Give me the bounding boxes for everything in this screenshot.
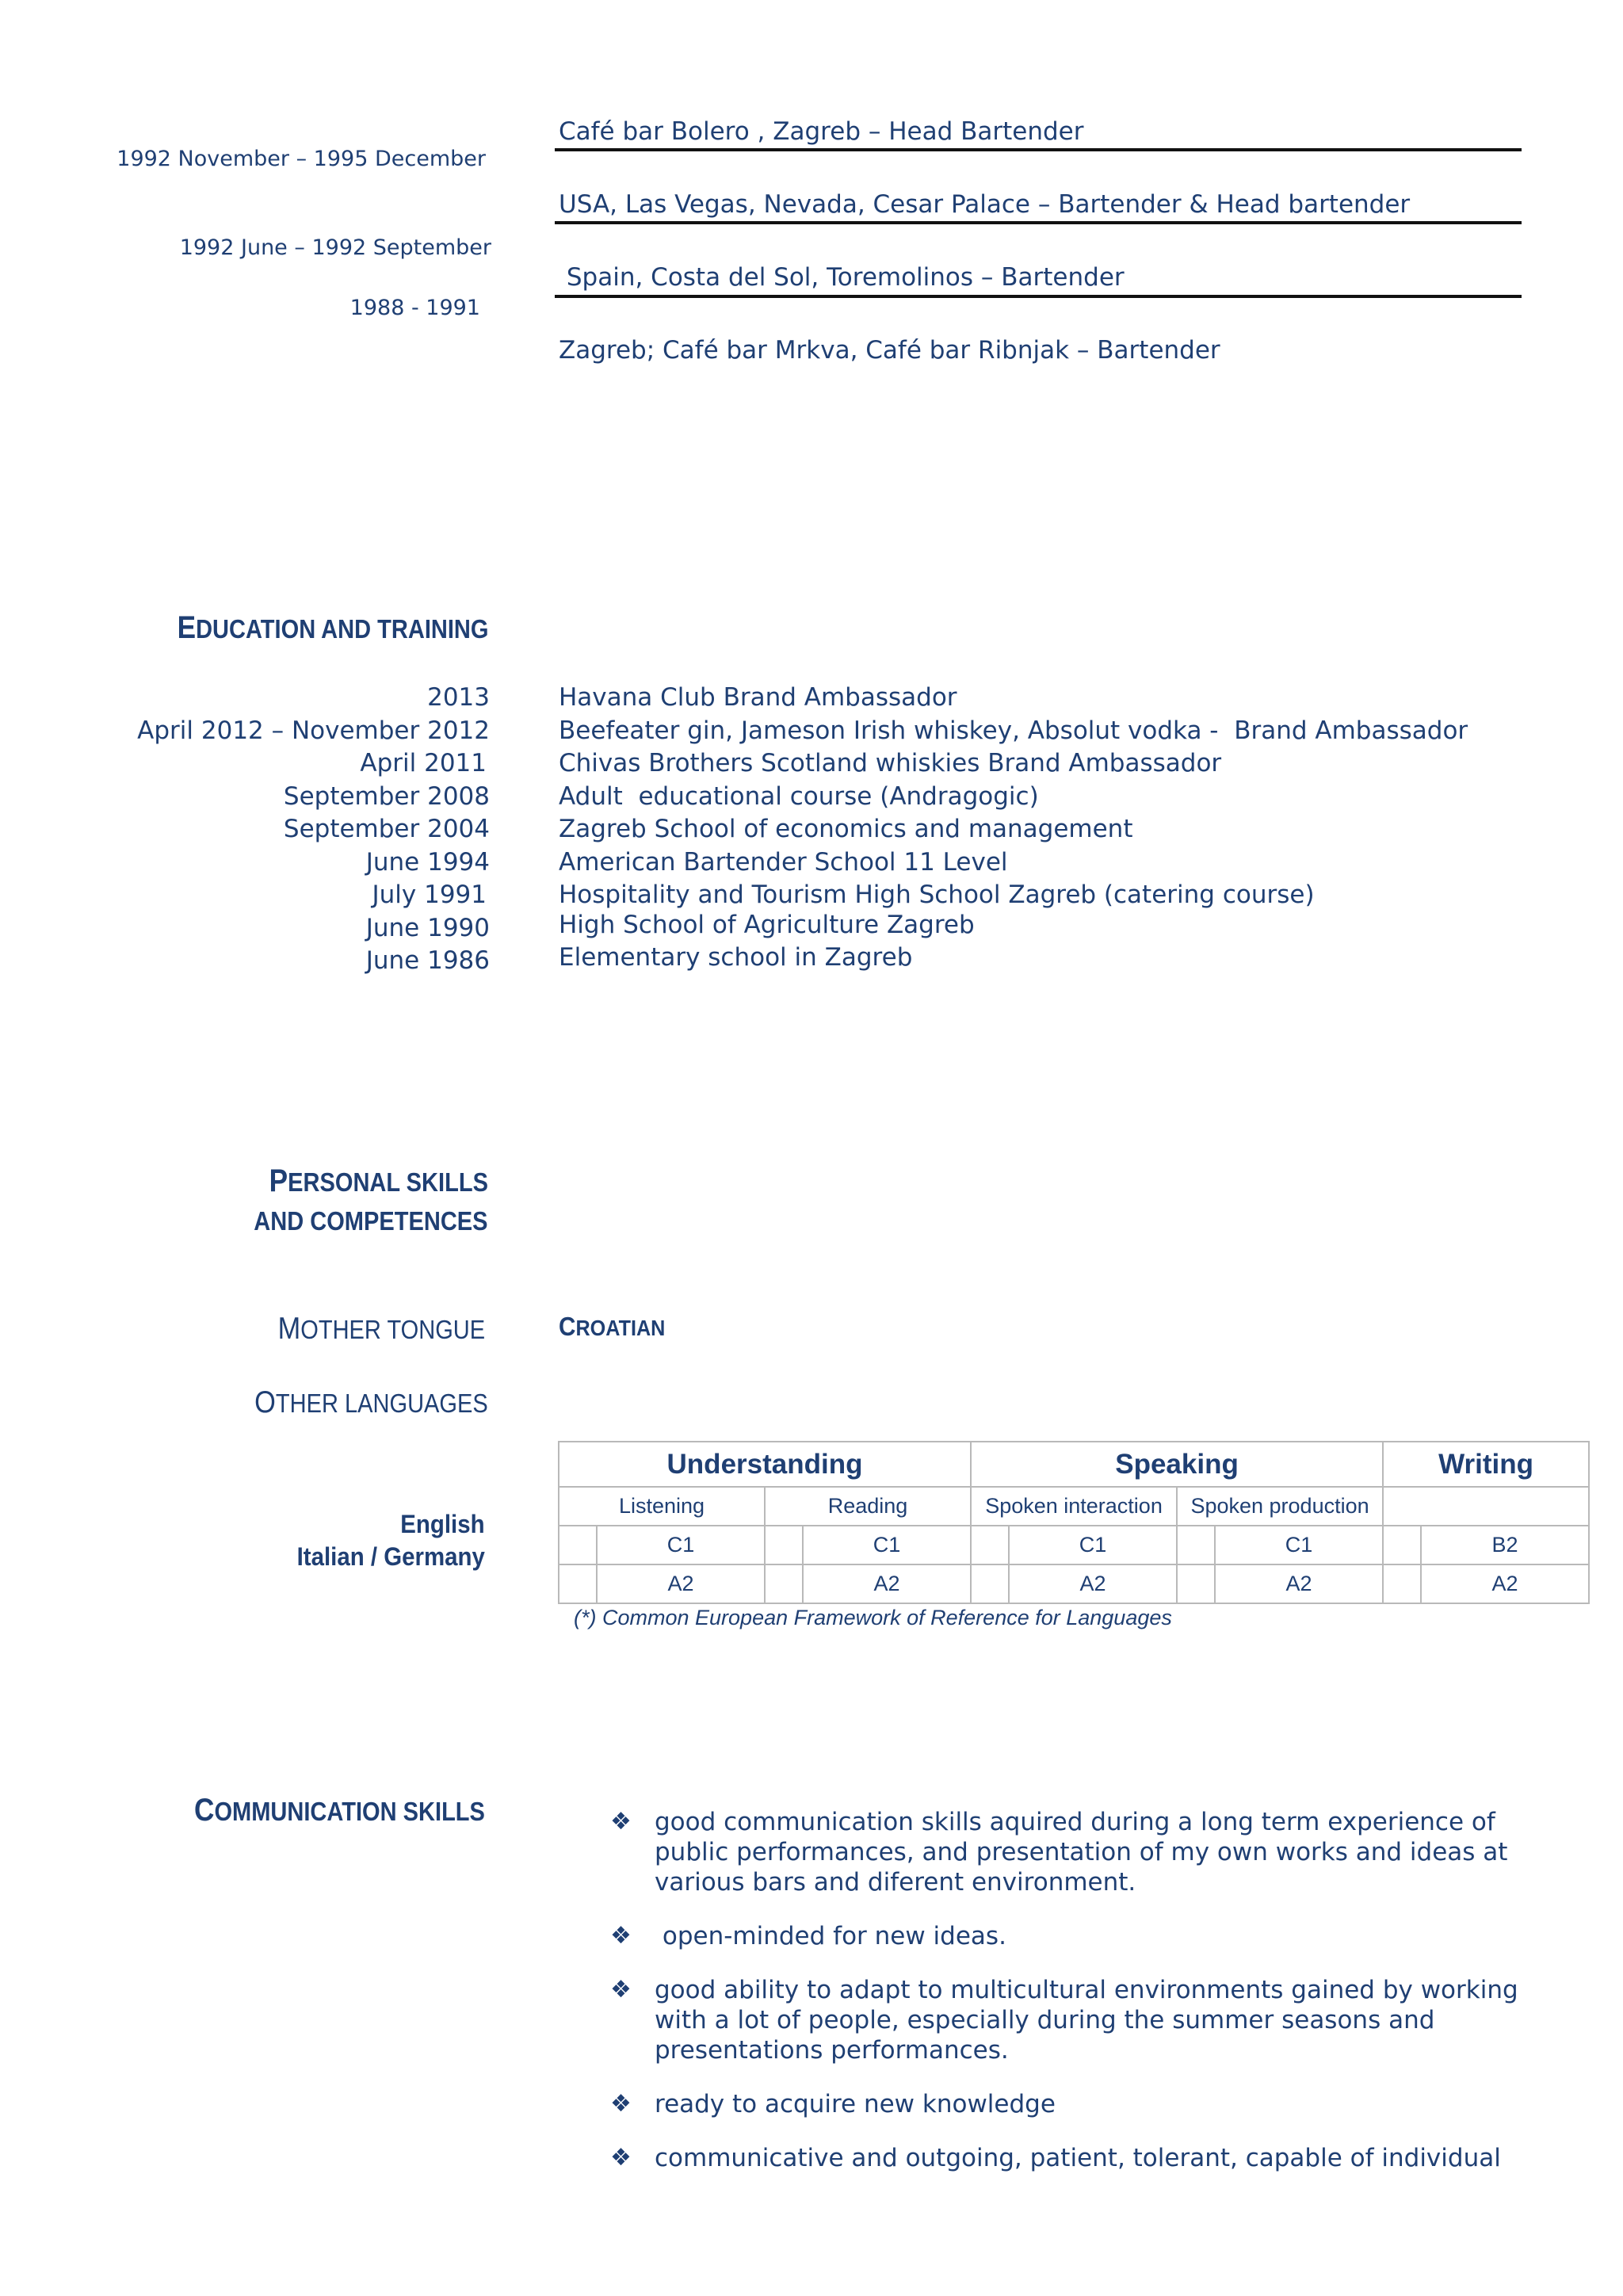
- diamond-bullet-icon: ❖: [610, 2090, 632, 2118]
- subheader-writing: [1383, 1487, 1589, 1526]
- level-code-cell: [1383, 1526, 1421, 1564]
- table-row: [559, 1564, 1589, 1603]
- education-item: Elementary school in Zagreb: [559, 943, 913, 972]
- level-code-cell: [971, 1564, 1009, 1603]
- education-date: April 2012 – November 2012: [137, 716, 490, 745]
- group-header-writing: Writing: [1383, 1442, 1589, 1487]
- list-item: ❖ communicative and outgoing, patient, tolerant, capable of individual: [610, 2144, 1501, 2172]
- education-date: April 2011: [360, 749, 487, 777]
- education-item: Adult educational course (Andragogic): [559, 782, 1039, 811]
- level-cell: A2: [1009, 1564, 1177, 1603]
- level-code-cell: [559, 1526, 597, 1564]
- education-date: June 1994: [365, 848, 490, 877]
- group-header-understanding: Understanding: [559, 1442, 971, 1487]
- level-code-cell: [765, 1526, 803, 1564]
- job-title: USA, Las Vegas, Nevada, Cesar Palace – Bartender & Head bartender: [559, 190, 1411, 219]
- education-date: September 2004: [283, 815, 490, 843]
- diamond-bullet-icon: ❖: [610, 1922, 632, 1950]
- diamond-bullet-icon: ❖: [610, 1808, 632, 1836]
- level-code-cell: [559, 1564, 597, 1603]
- level-cell: B2: [1421, 1526, 1589, 1564]
- education-item: High School of Agriculture Zagreb: [559, 911, 975, 939]
- education-date: July 1991: [372, 881, 487, 909]
- list-item: ❖ good ability to adapt to multicultural environments gained by working with a lot of people, especially during the summer seasons and presentations performances.: [610, 1976, 1518, 2065]
- divider: [555, 221, 1522, 224]
- divider: [555, 295, 1522, 298]
- table-row: [559, 1526, 1589, 1564]
- communication-skills-heading: COMMUNICATION SKILLS: [194, 1793, 485, 1828]
- list-item: ❖ open-minded for new ideas.: [610, 1922, 1006, 1950]
- subheader-spoken-production: Spoken production: [1177, 1487, 1383, 1526]
- level-cell: C1: [1009, 1526, 1177, 1564]
- table-footnote: (*) Common European Framework of Reference for Languages: [574, 1606, 1172, 1629]
- education-date: June 1990: [365, 914, 490, 942]
- group-header-speaking: Speaking: [971, 1442, 1383, 1487]
- education-item: Hospitality and Tourism High School Zagreb (catering course): [559, 881, 1315, 909]
- education-item: Chivas Brothers Scotland whiskies Brand Ambassador: [559, 749, 1222, 777]
- personal-skills-heading-line2: AND COMPETENCES: [254, 1206, 488, 1236]
- level-code-cell: [1383, 1564, 1421, 1603]
- level-code-cell: [1177, 1526, 1215, 1564]
- job-title: Zagreb; Café bar Mrkva, Café bar Ribnjak – Bartender: [559, 336, 1220, 365]
- subheader-listening: Listening: [559, 1487, 765, 1526]
- language-table: [558, 1441, 1590, 1604]
- level-cell: C1: [1215, 1526, 1383, 1564]
- mother-tongue-value: CROATIAN: [559, 1312, 666, 1341]
- education-heading: EDUCATION AND TRAINING: [177, 610, 489, 645]
- job-date: 1988 - 1991: [349, 296, 480, 320]
- language-name: Italian / Germany: [296, 1542, 485, 1571]
- subheader-reading: Reading: [765, 1487, 971, 1526]
- level-cell: C1: [803, 1526, 971, 1564]
- education-item: Beefeater gin, Jameson Irish whiskey, Absolut vodka - Brand Ambassador: [559, 716, 1468, 745]
- level-code-cell: [765, 1564, 803, 1603]
- other-languages-label: OTHER LANGUAGES: [254, 1385, 488, 1419]
- education-date: September 2008: [283, 782, 490, 811]
- job-title: Café bar Bolero , Zagreb – Head Bartender: [559, 117, 1084, 146]
- mother-tongue-label: MOTHER TONGUE: [277, 1312, 485, 1346]
- level-cell: C1: [597, 1526, 765, 1564]
- divider: [555, 148, 1522, 151]
- level-code-cell: [1177, 1564, 1215, 1603]
- level-code-cell: [971, 1526, 1009, 1564]
- communication-skills-list: [610, 1807, 1522, 2197]
- job-date: 1992 June – 1992 September: [179, 235, 491, 260]
- job-date: 1992 November – 1995 December: [116, 147, 486, 171]
- language-name: English: [400, 1510, 485, 1538]
- diamond-bullet-icon: ❖: [610, 1976, 632, 2004]
- level-cell: A2: [1215, 1564, 1383, 1603]
- level-cell: A2: [597, 1564, 765, 1603]
- personal-skills-heading: PERSONAL SKILLS: [269, 1163, 488, 1198]
- list-item: ❖ good communication skills aquired during a long term experience of public performances, and presentation of my own works and ideas at various bars and diferent environment.: [610, 1808, 1508, 1897]
- level-cell: A2: [1421, 1564, 1589, 1603]
- education-item: Zagreb School of economics and management: [559, 815, 1133, 843]
- list-item: ❖ ready to acquire new knowledge: [610, 2090, 1056, 2118]
- subheader-spoken-interaction: Spoken interaction: [971, 1487, 1177, 1526]
- education-date: 2013: [427, 683, 490, 712]
- education-item: Havana Club Brand Ambassador: [559, 683, 957, 712]
- job-title: Spain, Costa del Sol, Toremolinos – Bartender: [559, 263, 1125, 292]
- level-cell: A2: [803, 1564, 971, 1603]
- education-item: American Bartender School 11 Level: [559, 848, 1008, 877]
- diamond-bullet-icon: ❖: [610, 2144, 632, 2172]
- education-date: June 1986: [365, 946, 490, 975]
